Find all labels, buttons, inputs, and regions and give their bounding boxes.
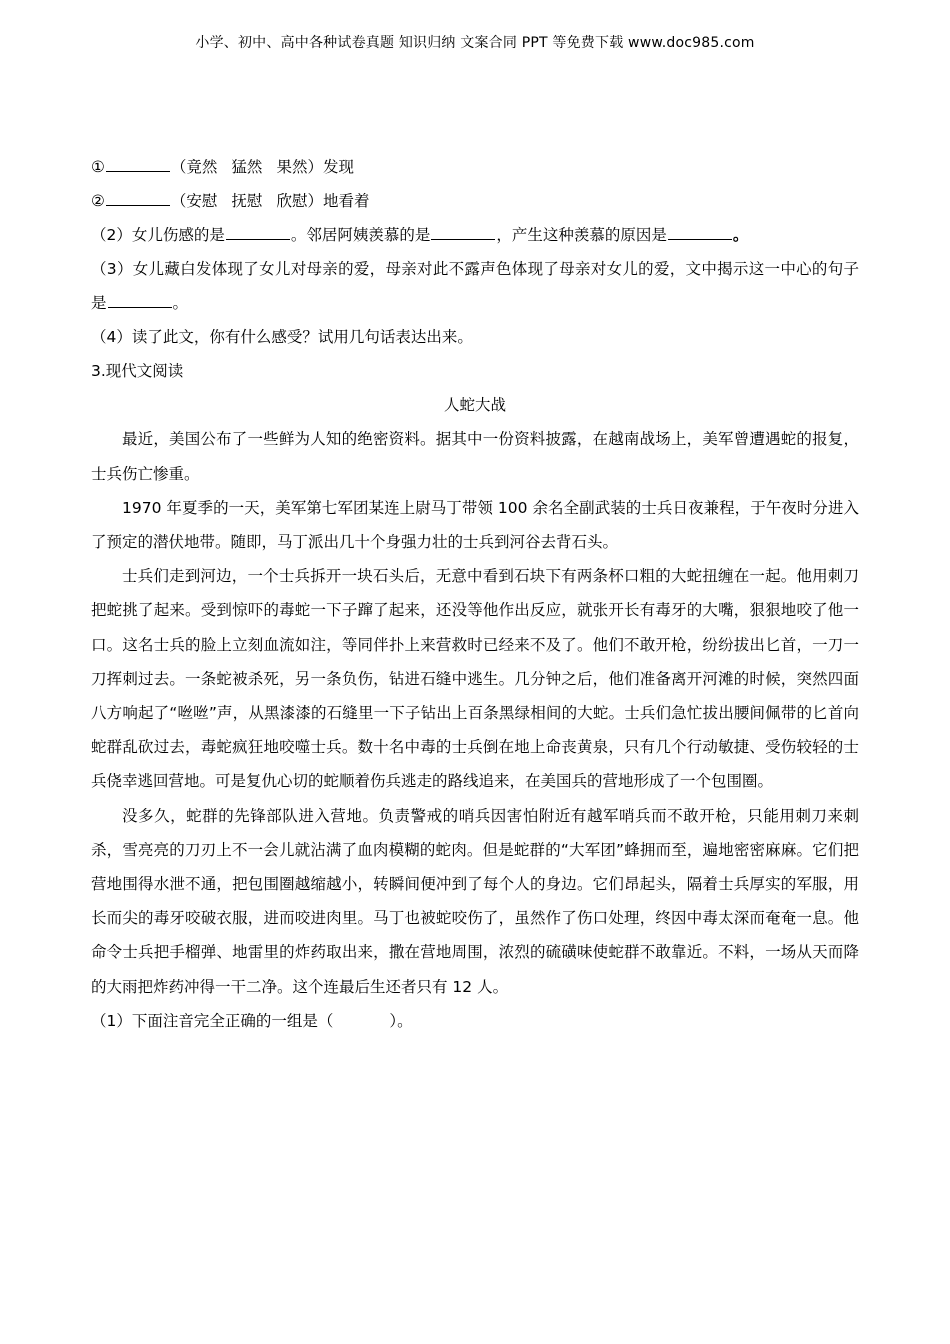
question-text: 。	[172, 294, 189, 313]
answer-blank[interactable]	[106, 193, 170, 206]
question-2	[91, 218, 859, 252]
question-text: 。邻居阿姨羡慕的是	[290, 226, 431, 244]
option-2: 猛然	[231, 158, 263, 176]
article-paragraph: 没多久，蛇群的先锋部队进入营地。负责警戒的哨兵因害怕附近有越军哨兵而不敢开枪，只能用刺刀来刺杀，雪亮亮的刀刃上不一会儿就沾满了血肉模糊的蛇肉。但是蛇群的“大军团”蜂拥而至，遍地密密麻麻。它们把营地围得水泄不通，把包围圈越缩越小，转瞬间便冲到了每个人的身边。它们昂起头，隔着士兵厚实的军服，用长而尖的毒牙咬破衣服，进而咬进肉里。马丁也被蛇咬伤了，虽然作了伤口处理，终因中毒太深而奄奄一息。他命令士兵把手榴弹、地雷里的炸药取出来，撒在营地周围，浓烈的硫磺味使蛇群不敢靠近。不料，一场从天而降的大雨把炸药冲得一干二净。这个连最后生还者只有 12 人。	[91, 806, 859, 996]
option-3: 果然）发现	[276, 158, 354, 176]
answer-blank[interactable]	[431, 227, 495, 240]
section-label: 3.现代文阅读	[91, 362, 184, 381]
option-2: 抚慰	[231, 192, 263, 210]
fill-item-2	[91, 184, 859, 218]
item-number: ①	[91, 158, 105, 176]
document-body	[91, 150, 859, 1038]
answer-blank[interactable]	[668, 227, 732, 240]
question-4: （4）读了此文，你有什么感受？试用几句话表达出来。	[91, 328, 473, 347]
article-paragraph: 士兵们走到河边，一个士兵拆开一块石头后，无意中看到石块下有两条杯口粗的大蛇扭缠在一起。他用刺刀把蛇挑了起来。受到惊吓的毒蛇一下子蹿了起来，还没等他作出反应，就张开长有毒牙的大嘴，狠狠地咬了他一口。这名士兵的脸上立刻血流如注，等同伴扑上来营救时已经来不及了。他们不敢开枪，纷纷拔出匕首，一刀一刀挥刺过去。一条蛇被杀死，另一条负伤，钻进石缝中逃生。几分钟之后，他们准备离开河滩的时候，突然四面八方响起了“咝咝”声，从黑漆漆的石缝里一下子钻出上百条黑绿相间的大蛇。士兵们急忙拔出腰间佩带的匕首向蛇群乱砍过去，毒蛇疯狂地咬噬士兵。数十名中毒的士兵倒在地上命丧黄泉，只有几个行动敏捷、受伤较轻的士兵侥幸逃回营地。可是复仇心切的蛇顺着伤兵逃走的路线追来，在美国兵的营地形成了一个包围圈。	[91, 567, 859, 791]
question-text: （3）女儿藏白发体现了女儿对母亲的爱，母亲对此不露声色体现了母亲对女儿的爱，文中揭示这一中心的句子是	[91, 260, 859, 313]
answer-blank[interactable]	[108, 295, 172, 308]
question-text: ，产生这种羡慕的原因是	[496, 226, 667, 244]
question-text: （1）下面注音完全正确的一组是（	[91, 1011, 334, 1030]
question-text: ）。	[389, 1011, 413, 1030]
question-text: （2）女儿伤感的是	[91, 226, 225, 244]
page-header: 小学、初中、高中各种试卷真题 知识归纳 文案合同 PPT 等免费下载 www.doc985.com	[195, 35, 755, 51]
question-3	[91, 252, 859, 320]
option-1: （安慰	[170, 192, 218, 210]
item-number: ②	[91, 192, 105, 210]
article-title: 人蛇大战	[443, 396, 506, 415]
article-paragraph: 最近，美国公布了一些鲜为人知的绝密资料。据其中一份资料披露，在越南战场上，美军曾遭遇蛇的报复，士兵伤亡惨重。	[91, 430, 859, 483]
answer-blank[interactable]	[226, 227, 290, 240]
option-1: （竟然	[170, 158, 218, 176]
question-text: 。	[732, 226, 749, 244]
article-paragraph: 1970 年夏季的一天，美军第七军团某连上尉马丁带领 100 余名全副武装的士兵日夜兼程，于午夜时分进入了预定的潜伏地带。随即，马丁派出几十个身强力壮的士兵到河谷去背石头。	[91, 498, 859, 552]
answer-blank[interactable]	[106, 159, 170, 172]
question-last	[91, 1004, 859, 1038]
option-3: 欣慰）地看着	[276, 192, 370, 210]
fill-item-1	[91, 150, 859, 184]
